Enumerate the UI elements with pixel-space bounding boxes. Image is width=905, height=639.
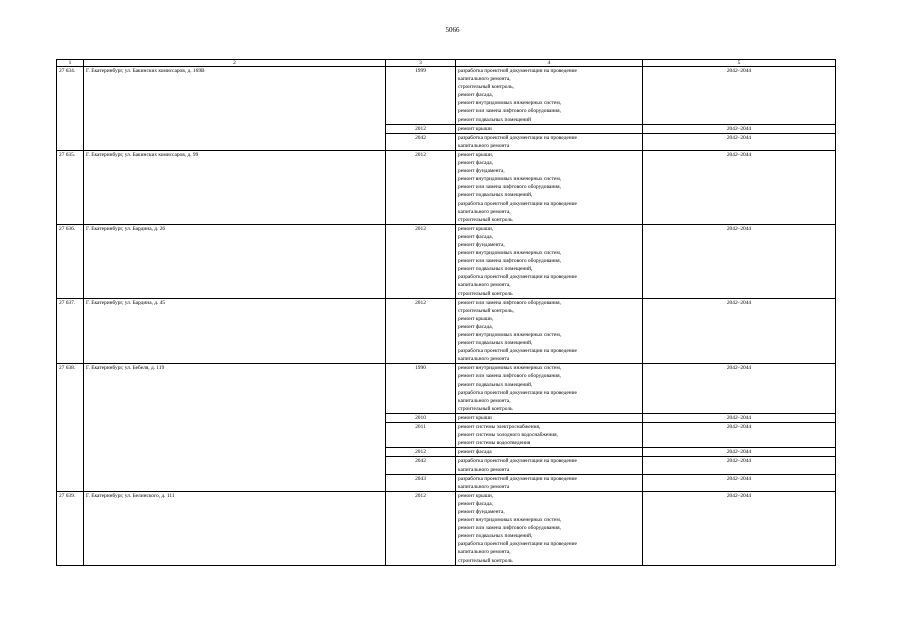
work-line: ремонт крыши, bbox=[458, 492, 494, 499]
table-row bbox=[57, 364, 836, 414]
table-row bbox=[57, 67, 836, 125]
work-line: разработка проектной документации на проведение bbox=[458, 274, 577, 281]
record-address: Г. Екатеринбург, ул. Белинского, д. 111 bbox=[84, 491, 386, 565]
year-cell: 2011 bbox=[386, 423, 456, 448]
work-line: капитального ремонта bbox=[458, 356, 510, 363]
year-cell: 1990 bbox=[386, 364, 456, 414]
work-line: ремонт внутридомовых инженерных систем, bbox=[458, 250, 562, 257]
work-line: разработка проектной документации на проведение bbox=[458, 200, 577, 207]
work-line: разработка проектной документации на проведение bbox=[458, 68, 577, 74]
year-cell: 2012 bbox=[386, 491, 456, 565]
work-line: ремонт внутридомовых инженерных систем, bbox=[458, 365, 562, 372]
work-line: ремонт или замена лифтового оборудования, bbox=[458, 373, 561, 380]
column-header: 2 bbox=[84, 60, 386, 67]
works-cell bbox=[456, 67, 643, 125]
record-address: Г. Екатеринбург, ул. Бардина, д. 45 bbox=[84, 298, 386, 364]
record-number: 27 636. bbox=[57, 224, 84, 298]
year-cell: 2010 bbox=[386, 413, 456, 422]
work-line: ремонт фасада, bbox=[458, 233, 494, 240]
work-line: ремонт внутридомовых инженерных систем, bbox=[458, 332, 562, 338]
work-line: ремонт внутридомовых инженерных систем, bbox=[458, 176, 562, 183]
record-number: 27 634. bbox=[57, 67, 84, 151]
work-line: ремонт фасада bbox=[458, 449, 492, 456]
works-cell bbox=[456, 448, 643, 457]
work-line: ремонт фасада, bbox=[458, 160, 494, 167]
column-number-row bbox=[57, 60, 836, 67]
year-cell: 2012 bbox=[386, 150, 456, 224]
period-cell: 2042–2044 bbox=[643, 413, 836, 422]
work-line: строительный контроль bbox=[458, 405, 513, 412]
work-line: ремонт или замена лифтового оборудования, bbox=[458, 525, 561, 532]
work-line: капитального ремонта bbox=[458, 142, 510, 149]
works-cell bbox=[456, 491, 643, 565]
work-line: ремонт подвальных помещений, bbox=[458, 192, 533, 199]
work-line: ремонт фундамента, bbox=[458, 241, 505, 248]
table-row bbox=[57, 491, 836, 565]
work-line: строительный контроль bbox=[458, 557, 513, 564]
record-address: Г. Екатеринбург, ул. Бебеля, д. 119 bbox=[84, 364, 386, 491]
record-number: 27 637. bbox=[57, 298, 84, 364]
work-line: капитального ремонта, bbox=[458, 397, 511, 404]
work-line: капитального ремонта, bbox=[458, 208, 511, 215]
work-line: ремонт фундамента, bbox=[458, 508, 505, 515]
record-address: Г. Екатеринбург, ул. Бардина, д. 26 bbox=[84, 224, 386, 298]
period-cell: 2042–2044 bbox=[643, 423, 836, 448]
work-line: ремонт фасада, bbox=[458, 500, 494, 507]
works-cell bbox=[456, 224, 643, 298]
year-cell: 2012 bbox=[386, 298, 456, 364]
work-line: ремонт фундамента, bbox=[458, 168, 505, 175]
record-number: 27 635. bbox=[57, 150, 84, 224]
record-number: 27 639. bbox=[57, 491, 84, 565]
work-line: ремонт подвальных помещений bbox=[458, 116, 532, 123]
work-line: строительный контроль bbox=[458, 290, 513, 297]
works-cell bbox=[456, 124, 643, 133]
year-cell: 2042 bbox=[386, 457, 456, 474]
work-line: ремонт или замена лифтового оборудования, bbox=[458, 299, 561, 306]
page-number: 5066 bbox=[445, 26, 460, 34]
works-cell bbox=[456, 474, 643, 491]
column-header: 5 bbox=[643, 60, 836, 67]
works-cell bbox=[456, 457, 643, 474]
work-line: ремонт крыши bbox=[458, 414, 492, 421]
work-line: капитального ремонта bbox=[458, 466, 510, 473]
period-cell: 2042–2044 bbox=[643, 133, 836, 150]
year-cell: 2042 bbox=[386, 133, 456, 150]
period-cell: 2042–2044 bbox=[643, 224, 836, 298]
works-cell bbox=[456, 413, 643, 422]
work-line: разработка проектной документации на проведение bbox=[458, 389, 577, 396]
works-cell bbox=[456, 133, 643, 150]
period-cell: 2042–2044 bbox=[643, 457, 836, 474]
work-line: ремонт крыши bbox=[458, 125, 492, 132]
work-line: ремонт системы водоотведения bbox=[458, 440, 531, 447]
work-line: ремонт крыши, bbox=[458, 151, 494, 158]
column-header: 3 bbox=[386, 60, 456, 67]
work-line: ремонт крыши, bbox=[458, 225, 494, 232]
repair-schedule-table bbox=[56, 59, 836, 566]
period-cell: 2042–2044 bbox=[643, 364, 836, 414]
works-cell bbox=[456, 364, 643, 414]
work-line: разработка проектной документации на проведение bbox=[458, 458, 577, 465]
period-cell: 2042–2044 bbox=[643, 491, 836, 565]
work-line: ремонт подвальных помещений, bbox=[458, 266, 533, 273]
record-number: 27 638. bbox=[57, 364, 84, 491]
work-line: ремонт внутридомовых инженерных систем, bbox=[458, 100, 562, 107]
works-cell bbox=[456, 150, 643, 224]
work-line: ремонт или замена лифтового оборудования, bbox=[458, 258, 561, 265]
works-cell bbox=[456, 423, 643, 448]
column-header: 4 bbox=[456, 60, 643, 67]
work-line: ремонт подвальных помещений, bbox=[458, 340, 533, 347]
record-address: Г. Екатеринбург, ул. Бакинских комиссаров, д. 99 bbox=[84, 150, 386, 224]
work-line: капитального ремонта, bbox=[458, 549, 511, 556]
year-cell: 1999 bbox=[386, 67, 456, 125]
period-cell: 2042–2044 bbox=[643, 67, 836, 125]
table-body bbox=[57, 60, 836, 566]
period-cell: 2042–2044 bbox=[643, 150, 836, 224]
work-line: ремонт крыши, bbox=[458, 315, 494, 322]
period-cell: 2042–2044 bbox=[643, 474, 836, 491]
work-line: ремонт или замена лифтового оборудования, bbox=[458, 184, 561, 191]
work-line: ремонт подвальных помещений, bbox=[458, 533, 533, 540]
work-line: разработка проектной документации на проведение bbox=[458, 475, 577, 482]
period-cell: 2042–2044 bbox=[643, 298, 836, 364]
work-line: строительный контроль bbox=[458, 216, 513, 223]
year-cell: 2043 bbox=[386, 474, 456, 491]
year-cell: 2012 bbox=[386, 448, 456, 457]
work-line: строительный контроль, bbox=[458, 84, 514, 91]
work-line: разработка проектной документации на проведение bbox=[458, 541, 577, 548]
table-row bbox=[57, 150, 836, 224]
period-cell: 2042–2044 bbox=[643, 448, 836, 457]
work-line: ремонт системы холодного водоснабжения, bbox=[458, 432, 558, 439]
record-address: Г. Екатеринбург, ул. Бакинских комиссаров, д. 169В bbox=[84, 67, 386, 151]
column-header: 1 bbox=[57, 60, 84, 67]
year-cell: 2012 bbox=[386, 224, 456, 298]
work-line: разработка проектной документации на проведение bbox=[458, 134, 577, 141]
work-line: разработка проектной документации на проведение bbox=[458, 348, 577, 355]
work-line: ремонт фасада, bbox=[458, 323, 494, 330]
work-line: капитального ремонта bbox=[458, 483, 510, 490]
work-line: капитального ремонта, bbox=[458, 76, 511, 83]
work-line: ремонт или замена лифтового оборудования, bbox=[458, 108, 561, 115]
period-cell: 2042–2044 bbox=[643, 124, 836, 133]
table-row bbox=[57, 298, 836, 364]
work-line: ремонт внутридомовых инженерных систем, bbox=[458, 517, 562, 524]
year-cell: 2012 bbox=[386, 124, 456, 133]
work-line: ремонт системы электроснабжения, bbox=[458, 424, 541, 431]
table-row bbox=[57, 224, 836, 298]
work-line: капитального ремонта, bbox=[458, 282, 511, 289]
work-line: ремонт подвальных помещений, bbox=[458, 381, 533, 388]
works-cell bbox=[456, 298, 643, 364]
work-line: строительный контроль, bbox=[458, 307, 514, 314]
work-line: ремонт фасада, bbox=[458, 92, 494, 99]
